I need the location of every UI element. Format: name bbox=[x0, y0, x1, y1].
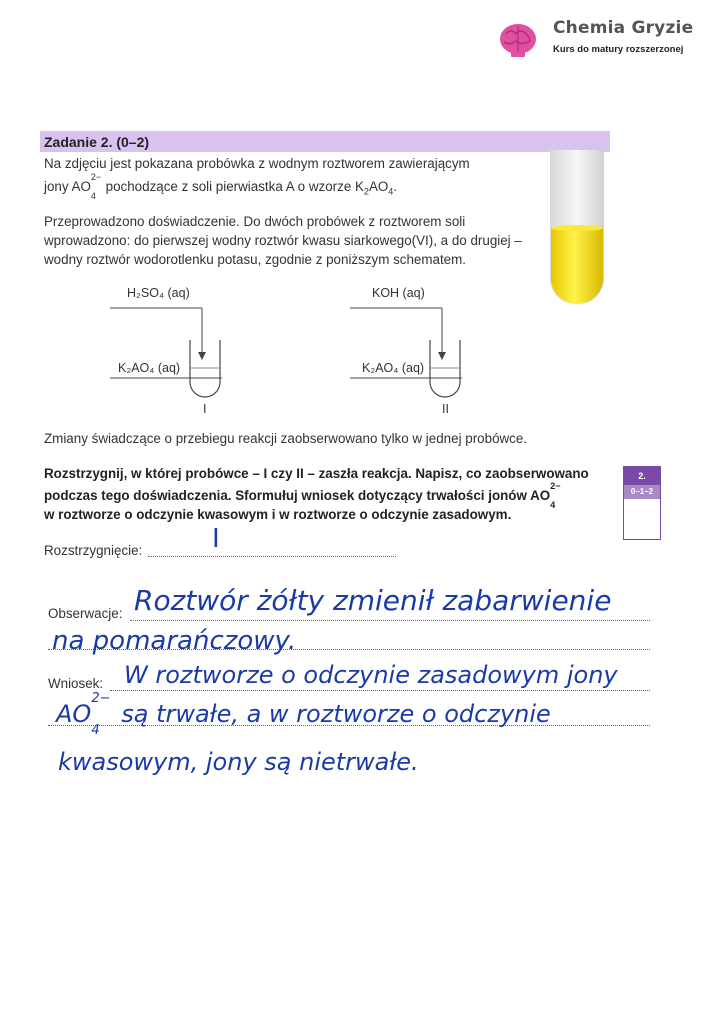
brand-subtitle: Kurs do matury rozszerzonej bbox=[553, 44, 684, 55]
conclusion-label: Wniosek: bbox=[48, 676, 104, 691]
salt-1-label: K₂AO₄ (aq) bbox=[118, 361, 181, 375]
reaction-scheme bbox=[100, 282, 480, 422]
tube-1-label: I bbox=[203, 402, 207, 416]
salt-2-label: K₂AO₄ (aq) bbox=[362, 361, 425, 375]
experiment-line-3: wodny roztwór wodorotlenku potasu, zgodnie z poniższym schematem. bbox=[44, 252, 467, 267]
experiment-line-2: wprowadzono: do pierwszej wodny roztwór kwasu siarkowego(VI), a do drugiej – bbox=[44, 233, 522, 248]
conclusion-handwritten-1: W roztworze o odczynie zasadowym jony bbox=[124, 661, 618, 689]
intro-line-2: jony AO 2− $_4$ pochodzące z soli pierwiastka A o wzorze $K_2AO_4$. bbox=[44, 172, 398, 201]
test-tube-photo bbox=[546, 150, 608, 310]
brain-icon bbox=[496, 18, 540, 62]
observation-note: Zmiany świadczące o przebiegu reakcji zaobserwowano tylko w jednej probówce. bbox=[44, 431, 528, 446]
tube-2-label: II bbox=[442, 402, 449, 416]
observation-dotted-line-1 bbox=[130, 620, 650, 621]
conclusion-handwritten-3: kwasowym, jony są nietrwałe. bbox=[58, 748, 419, 776]
reagent-1-label: H₂SO₄ (aq) bbox=[127, 286, 190, 300]
command-line-2: podczas tego doświadczenia. Sformułuj wniosek dotyczący trwałości jonów AO 2− $_4$ bbox=[44, 481, 561, 510]
brand-title: Chemia Gryzie bbox=[553, 18, 694, 38]
command-line-3: w roztworze o odczynie kwasowym i w roztworze o odczynie zasadowym. bbox=[44, 507, 512, 522]
observation-handwritten-2: na pomarańczowy. bbox=[52, 626, 297, 656]
intro-line-1: Na zdjęciu jest pokazana probówka z wodnym roztworem zawierającym bbox=[44, 156, 470, 171]
score-box-range: 0–1–2 bbox=[624, 485, 660, 499]
conclusion-dotted-line-1 bbox=[110, 690, 650, 691]
score-box-number: 2. bbox=[624, 467, 660, 485]
command-line-1: Rozstrzygnij, w której probówce – I czy II – zaszła reakcja. Napisz, co zaobserwowano bbox=[44, 466, 589, 481]
decision-handwritten: I bbox=[212, 524, 220, 554]
observation-label: Obserwacje: bbox=[48, 606, 123, 621]
decision-dotted-line bbox=[148, 556, 396, 557]
decision-label: Rozstrzygnięcie: bbox=[44, 543, 143, 558]
conclusion-handwritten-2: AO 2− $_4$ są trwałe, a w roztworze o odczynie bbox=[56, 691, 551, 738]
observation-handwritten-1: Roztwór żółty zmienił zabarwienie bbox=[134, 584, 612, 617]
reagent-2-label: KOH (aq) bbox=[372, 286, 425, 300]
task-title: Zadanie 2. (0–2) bbox=[44, 134, 150, 150]
experiment-line-1: Przeprowadzono doświadczenie. Do dwóch probówek z roztworem soli bbox=[44, 214, 466, 229]
